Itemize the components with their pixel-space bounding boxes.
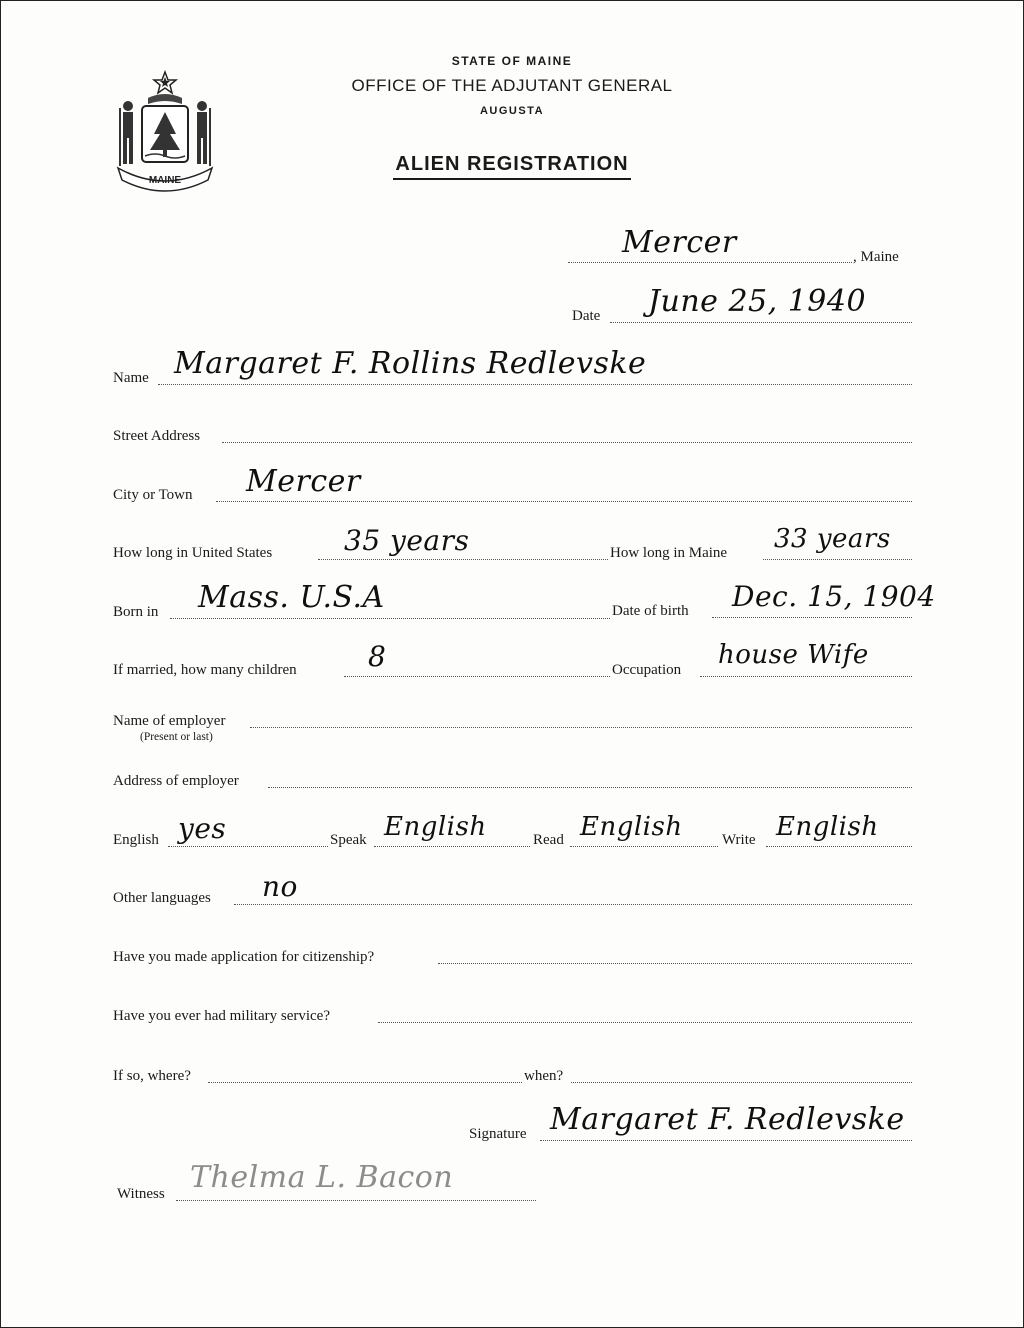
where-label: If so, where? — [113, 1068, 191, 1084]
place-suffix: , Maine — [853, 249, 899, 265]
name-label: Name — [113, 370, 149, 386]
speak-value[interactable]: English — [384, 812, 487, 842]
signature-value[interactable]: Margaret F. Redlevske — [550, 1102, 905, 1137]
maine-duration-label: How long in Maine — [610, 545, 728, 561]
military-line — [378, 1022, 912, 1023]
header-city: AUGUSTA — [479, 105, 545, 117]
when-line — [571, 1082, 912, 1083]
born-line — [170, 618, 610, 619]
read-label: Read — [533, 832, 564, 848]
occupation-label: Occupation — [612, 662, 682, 678]
speak-line — [374, 846, 530, 847]
employer-sublabel: (Present or last) — [140, 731, 213, 743]
read-value[interactable]: English — [580, 812, 683, 842]
city-town-label: City or Town — [113, 487, 193, 503]
when-label: when? — [524, 1068, 564, 1084]
signature-line — [540, 1140, 912, 1141]
maine-duration-value[interactable]: 33 years — [774, 524, 891, 554]
employer-address-line — [268, 787, 912, 788]
speak-label: Speak — [330, 832, 367, 848]
witness-value[interactable]: Thelma L. Bacon — [190, 1160, 454, 1195]
name-value[interactable]: Margaret F. Rollins Redlevske — [174, 346, 647, 381]
witness-label: Witness — [117, 1186, 165, 1202]
dob-label: Date of birth — [612, 603, 689, 619]
us-duration-label: How long in United States — [113, 545, 273, 561]
employer-label: Name of employer — [113, 713, 226, 729]
header-state: STATE OF MAINE — [451, 54, 573, 68]
english-line — [168, 846, 328, 847]
born-label: Born in — [113, 604, 159, 620]
signature-label: Signature — [469, 1126, 527, 1142]
seal-banner-text: MAINE — [148, 175, 182, 186]
occupation-line — [700, 676, 912, 677]
date-value[interactable]: June 25, 1940 — [648, 284, 867, 319]
born-value[interactable]: Mass. U.S.A — [198, 580, 385, 615]
other-languages-value[interactable]: no — [262, 870, 298, 903]
children-value[interactable]: 8 — [368, 640, 387, 673]
date-line — [610, 322, 912, 323]
dob-line — [712, 617, 912, 618]
write-line — [766, 846, 912, 847]
children-label: If married, how many children — [113, 662, 297, 678]
read-line — [570, 846, 718, 847]
date-label: Date — [572, 308, 601, 324]
employer-line — [250, 727, 912, 728]
form-title — [0, 153, 1024, 176]
where-line — [208, 1082, 522, 1083]
write-label: Write — [722, 832, 756, 848]
place-line — [568, 262, 852, 263]
other-languages-label: Other languages — [113, 890, 211, 906]
street-line — [222, 442, 912, 443]
military-label: Have you ever had military service? — [113, 1008, 330, 1024]
us-duration-value[interactable]: 35 years — [344, 524, 470, 557]
maine-duration-line — [763, 559, 912, 560]
witness-line — [176, 1200, 536, 1201]
dob-value[interactable]: Dec. 15, 1904 — [732, 580, 936, 613]
english-value[interactable]: yes — [178, 812, 227, 845]
form-title-text: ALIEN REGISTRATION — [393, 153, 630, 180]
city-town-value[interactable]: Mercer — [246, 464, 361, 499]
citizenship-label: Have you made application for citizenship? — [113, 949, 375, 965]
city-town-line — [216, 501, 912, 502]
children-line — [344, 676, 610, 677]
name-line — [158, 384, 912, 385]
english-label: English — [113, 832, 159, 848]
header-office: OFFICE OF THE ADJUTANT GENERAL — [351, 76, 673, 95]
other-languages-line — [234, 904, 912, 905]
write-value[interactable]: English — [776, 812, 879, 842]
citizenship-line — [438, 963, 912, 964]
us-duration-line — [318, 559, 608, 560]
occupation-value[interactable]: house Wife — [718, 640, 869, 670]
street-label: Street Address — [113, 428, 201, 444]
place-value[interactable]: Mercer — [622, 225, 737, 260]
employer-address-label: Address of employer — [113, 773, 239, 789]
